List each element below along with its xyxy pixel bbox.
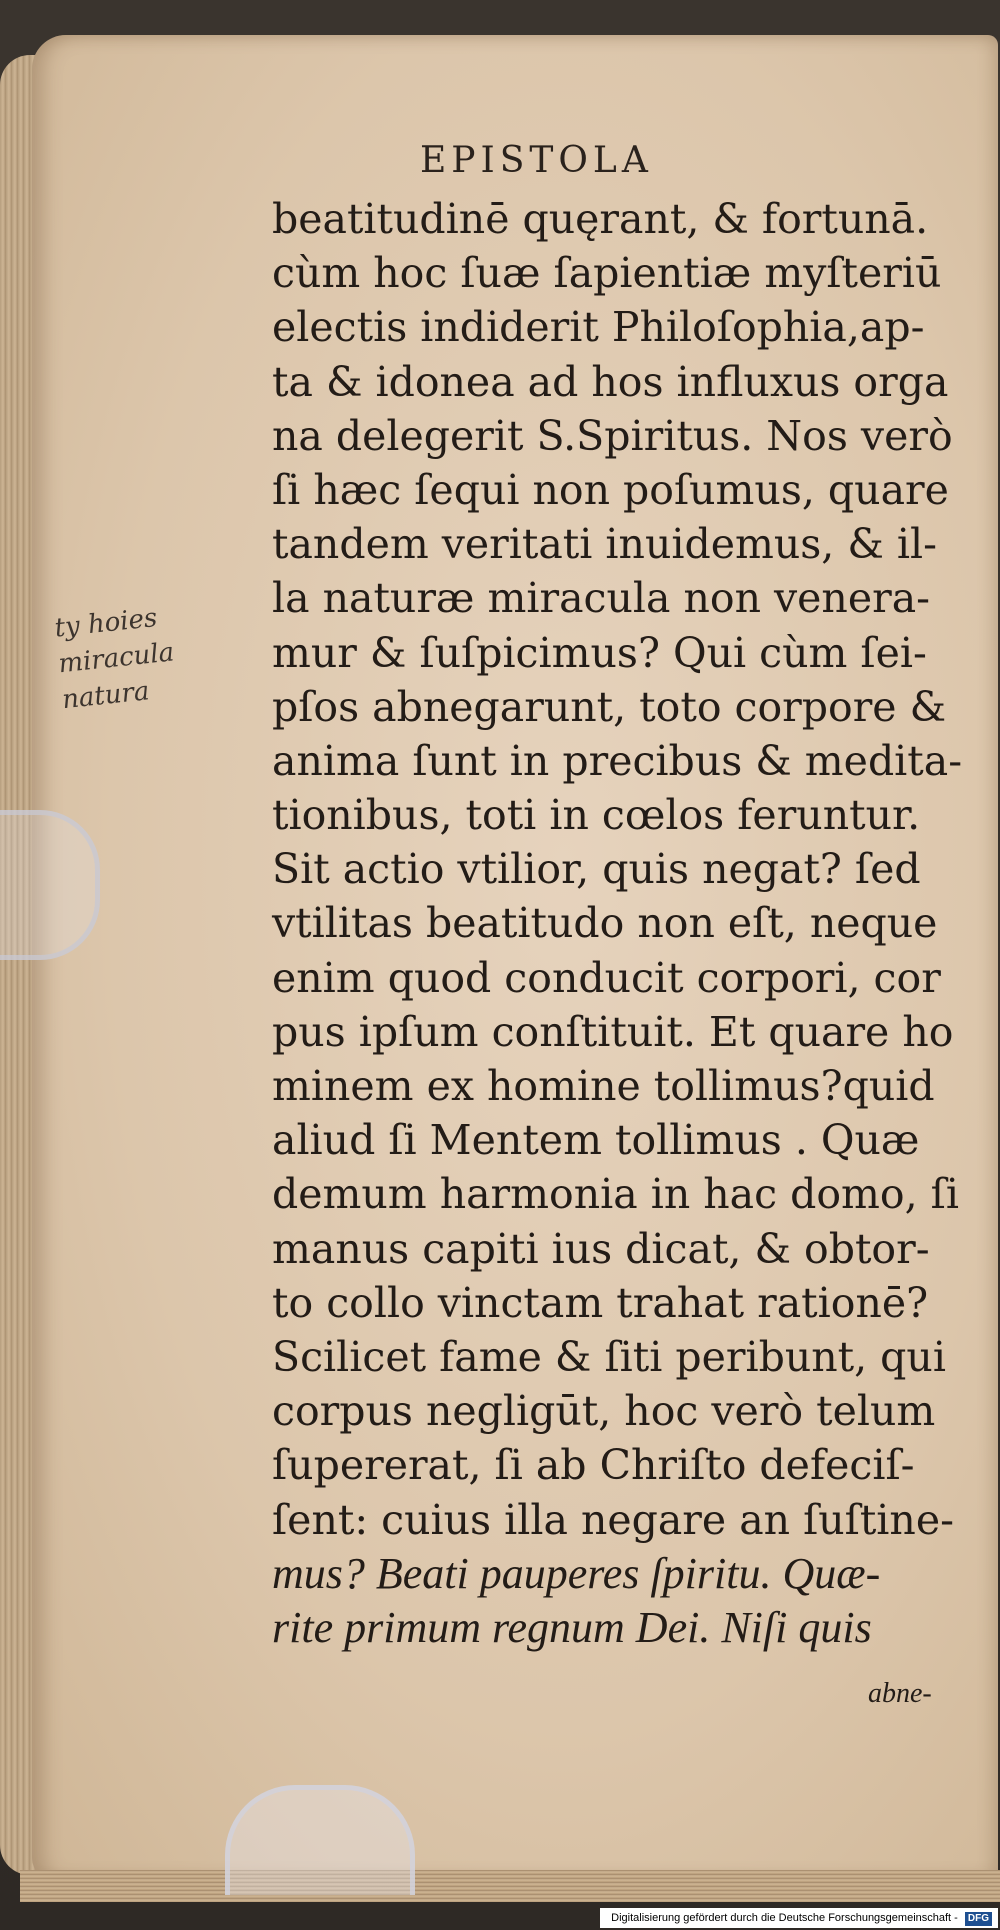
credit-text: Digitalisierung gefördert durch die Deutsche Forschungsgemeinschaft - (611, 1912, 958, 1924)
dfg-logo: DFG (965, 1912, 992, 1926)
text-line-italic: rite primum regnum Dei. Niſi quis (272, 1602, 872, 1652)
text-line: pus ipſum conſtituit. Et quare ho (272, 1007, 954, 1056)
text-line: demum harmonia in hac domo, ſi (272, 1170, 959, 1219)
text-line: minem ex homine tollimus?quid (272, 1062, 935, 1110)
text-line: Sit actio vtilior, quis negat? ſed (272, 845, 921, 894)
marginal-note-line: ty hoies (53, 602, 159, 644)
text-line: ſent: cuius illa negare an ſuſtine- (272, 1495, 954, 1544)
page-bottom-edge (20, 1870, 1000, 1902)
running-header: EPISTOLA (420, 140, 653, 181)
text-line: beatitudinē quęrant, & fortunā. (272, 195, 929, 243)
text-line-italic: mus? Beati pauperes ſpiritu. Quæ- (272, 1548, 881, 1598)
text-line: ſi hæc ſequi non poſumus, quare (272, 465, 949, 514)
text-line: vtilitas beatitudo non eſt, neque (272, 899, 938, 948)
text-line: tandem veritati inuidemus, & il- (272, 520, 937, 569)
text-line: tionibus, toti in cœlos feruntur. (272, 791, 921, 840)
text-line: anima ſunt in precibus & medita- (272, 736, 963, 785)
text-line: ſupererat, ſi ab Chriſto defeciſ- (272, 1441, 915, 1490)
text-line: na delegerit S.Spiritus. Nos verò (272, 411, 953, 460)
page-clip-left (0, 810, 100, 960)
text-line: la naturæ miracula non venera- (272, 574, 931, 623)
text-line: corpus negligūt, hoc verò telum (272, 1387, 936, 1436)
text-line: manus capiti ius dicat, & obtor- (272, 1224, 930, 1273)
page-clip-bottom (225, 1785, 415, 1895)
body-text (272, 192, 972, 1655)
text-line: mur & ſuſpicimus? Qui cùm ſei- (272, 628, 927, 677)
text-line: Scilicet fame & ſiti peribunt, qui (272, 1332, 946, 1381)
text-line: aliud ſi Mentem tollimus . Quæ (272, 1116, 920, 1165)
text-line: electis indiderit Philoſophia,ap- (272, 303, 925, 352)
handwritten-marginalia (53, 590, 263, 718)
text-line: pſos abnegarunt, toto corpore & (272, 682, 947, 731)
catchword: abne- (868, 1678, 932, 1709)
marginal-note-line: miracula (56, 637, 176, 680)
text-line: to collo vinctam trahat rationē? (272, 1278, 929, 1327)
text-line: enim quod conducit corpori, cor (272, 953, 941, 1002)
marginal-note-line: natura (60, 676, 151, 716)
digitization-credit (600, 1908, 998, 1928)
text-line: cùm hoc ſuæ ſapientiæ myſteriū (272, 249, 942, 298)
text-line: ta & idonea ad hos influxus orga (272, 357, 949, 406)
